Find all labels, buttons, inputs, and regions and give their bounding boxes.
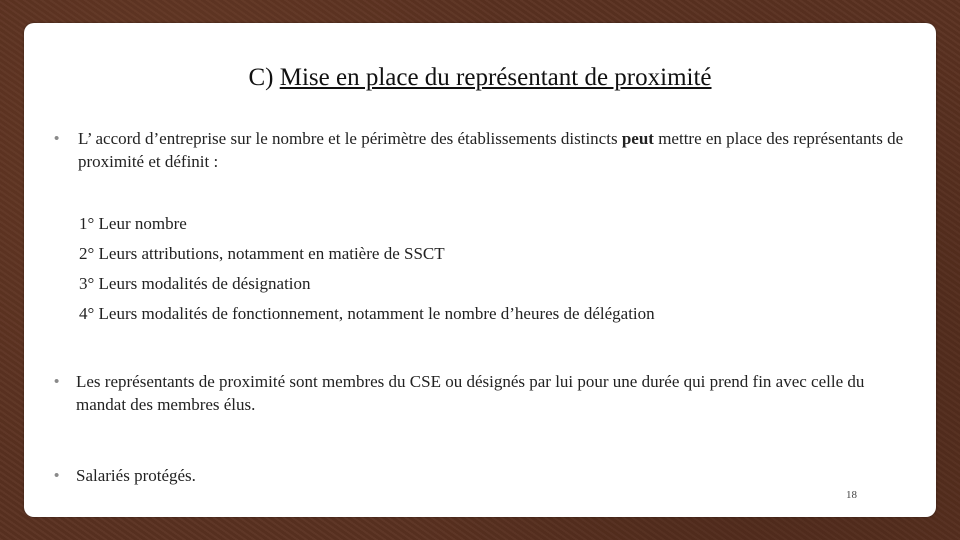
bullet-icon: • bbox=[54, 467, 60, 484]
bullet-icon: • bbox=[54, 130, 60, 147]
bullet-accord-emphasis: peut bbox=[621, 129, 654, 148]
bullet-accord bbox=[54, 127, 914, 173]
list-item: 1° Leur nombre bbox=[79, 214, 187, 233]
bullet-salaries-text: Salariés protégés. bbox=[76, 466, 196, 485]
bullet-icon: • bbox=[54, 373, 60, 390]
page-number: 18 bbox=[846, 489, 857, 501]
slide bbox=[24, 23, 936, 517]
bullet-accord-text-after: mettre en place des représentants de proximité et définit : bbox=[78, 129, 904, 171]
list-item: 2° Leurs attributions, notamment en matière de SSCT bbox=[79, 244, 445, 263]
slide-title bbox=[24, 64, 936, 92]
numbered-list bbox=[79, 212, 655, 332]
bullet-salaries bbox=[54, 464, 914, 487]
list-item: 3° Leurs modalités de désignation bbox=[79, 274, 311, 293]
bullet-accord-text-before: L’ accord d’entreprise sur le nombre et le périmètre des établissements distincts bbox=[78, 129, 622, 148]
bullet-accord-text bbox=[78, 127, 914, 173]
bullet-membres-text: Les représentants de proximité sont membres du CSE ou désignés par lui pour une durée qui prend fin avec celle du mandat des membres élus. bbox=[76, 372, 865, 414]
list-item: 4° Leurs modalités de fonctionnement, notamment le nombre d’heures de délégation bbox=[79, 304, 655, 323]
bullet-membres bbox=[54, 370, 914, 416]
title-underlined: Mise en place du représentant de proximité bbox=[279, 64, 712, 91]
title-prefix: C) bbox=[248, 64, 280, 91]
